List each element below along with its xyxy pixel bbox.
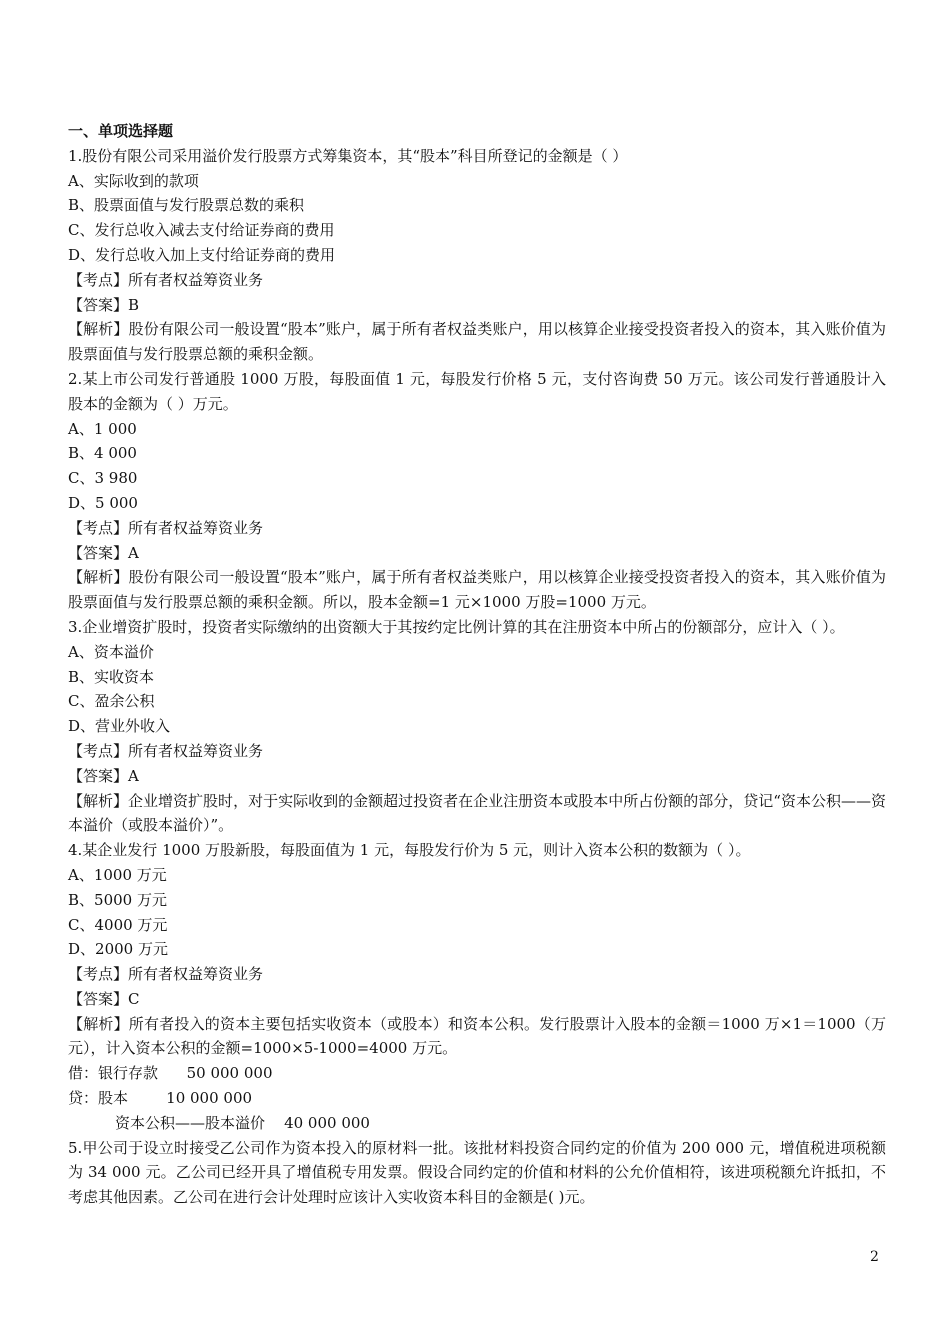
- question-1-option-d: D、发行总收入加上支付给证券商的费用: [68, 245, 336, 264]
- question-2-option-b: B、4 000: [68, 444, 137, 463]
- page-number: 2: [870, 1249, 879, 1265]
- question-4-option-c: C、4000 万元: [68, 915, 168, 934]
- question-4-option-d: D、2000 万元: [68, 940, 168, 959]
- question-3-option-c: C、盈余公积: [68, 692, 155, 711]
- question-1-analysis: 【解析】股份有限公司一般设置“股本”账户，属于所有者权益类账户，用以核算企业接受投资者投入的资本，其入账价值为股票面值与发行股票总额的乘积金额。: [68, 320, 886, 364]
- question-3-kaodian: 【考点】所有者权益筹资业务: [68, 741, 264, 760]
- question-4-answer: 【答案】C: [68, 989, 140, 1008]
- question-3-analysis: 【解析】企业增资扩股时，对于实际收到的金额超过投资者在企业注册资本或股本中所占份额的部分，贷记“资本公积——资本溢价（或股本溢价）”。: [68, 791, 886, 835]
- question-5-stem: 5.甲公司于设立时接受乙公司作为资本投入的原材料一批。该批材料投资合同约定的价值为 200 000 元，增值税进项税额为 34 000 元。乙公司已经开具了增值税专用发票。假设合同约定的价值和材料的公允价值相符，该进项税额允许抵扣，不考虑其他因素。乙公司在进行会计处理时应该计入实收资本科目的金额是( )元。: [68, 1138, 886, 1207]
- question-1-option-a: A、实际收到的款项: [68, 171, 199, 190]
- question-1-option-b: B、股票面值与发行股票总数的乘积: [68, 196, 305, 215]
- journal-entry-credit-2: 资本公积——股本溢价 40 000 000: [115, 1113, 370, 1132]
- question-2-answer: 【答案】A: [68, 543, 139, 562]
- section-title: 一、单项选择题: [68, 122, 174, 140]
- question-4-stem: 4.某企业发行 1000 万股新股，每股面值为 1 元，每股发行价为 5 元，则计入资本公积的数额为（ ）。: [68, 841, 751, 860]
- question-4-option-b: B、5000 万元: [68, 890, 167, 909]
- question-1-kaodian: 【考点】所有者权益筹资业务: [68, 270, 264, 289]
- journal-entry-credit: 贷：股本 10 000 000: [68, 1089, 253, 1108]
- question-2-kaodian: 【考点】所有者权益筹资业务: [68, 518, 264, 537]
- question-1-answer: 【答案】B: [68, 295, 140, 314]
- question-1-stem: 1.股份有限公司采用溢价发行股票方式筹集资本，其“股本”科目所登记的金额是（ ）: [68, 146, 628, 165]
- question-3-option-d: D、营业外收入: [68, 717, 171, 736]
- question-3-stem: 3.企业增资扩股时，投资者实际缴纳的出资额大于其按约定比例计算的其在注册资本中所占的份额部分，应计入（ ）。: [68, 617, 845, 636]
- document-body: [68, 119, 886, 1210]
- question-2-option-d: D、5 000: [68, 493, 138, 512]
- question-3-option-b: B、实收资本: [68, 667, 155, 686]
- question-2-option-c: C、3 980: [68, 469, 138, 488]
- question-4-kaodian: 【考点】所有者权益筹资业务: [68, 965, 264, 984]
- question-4-analysis: 【解析】所有者投入的资本主要包括实收资本（或股本）和资本公积。发行股票计入股本的金额＝1000 万×1＝1000（万元），计入资本公积的金额=1000×5-1000=4000 万元。: [68, 1014, 886, 1058]
- question-2-stem: 2.某上市公司发行普通股 1000 万股，每股面值 1 元，每股发行价格 5 元，支付咨询费 50 万元。该公司发行普通股计入股本的金额为（ ）万元。: [68, 369, 886, 413]
- question-2-option-a: A、1 000: [68, 419, 137, 438]
- question-3-answer: 【答案】A: [68, 766, 139, 785]
- journal-entry-debit: 借：银行存款 50 000 000: [68, 1064, 273, 1083]
- question-1-option-c: C、发行总收入减去支付给证券商的费用: [68, 221, 335, 240]
- question-3-option-a: A、资本溢价: [68, 642, 154, 661]
- question-2-analysis: 【解析】股份有限公司一般设置“股本”账户，属于所有者权益类账户，用以核算企业接受投资者投入的资本，其入账价值为股票面值与发行股票总额的乘积金额。所以，股本金额=1 元×1000 万股=1000 万元。: [68, 568, 886, 612]
- question-4-option-a: A、1000 万元: [68, 865, 167, 884]
